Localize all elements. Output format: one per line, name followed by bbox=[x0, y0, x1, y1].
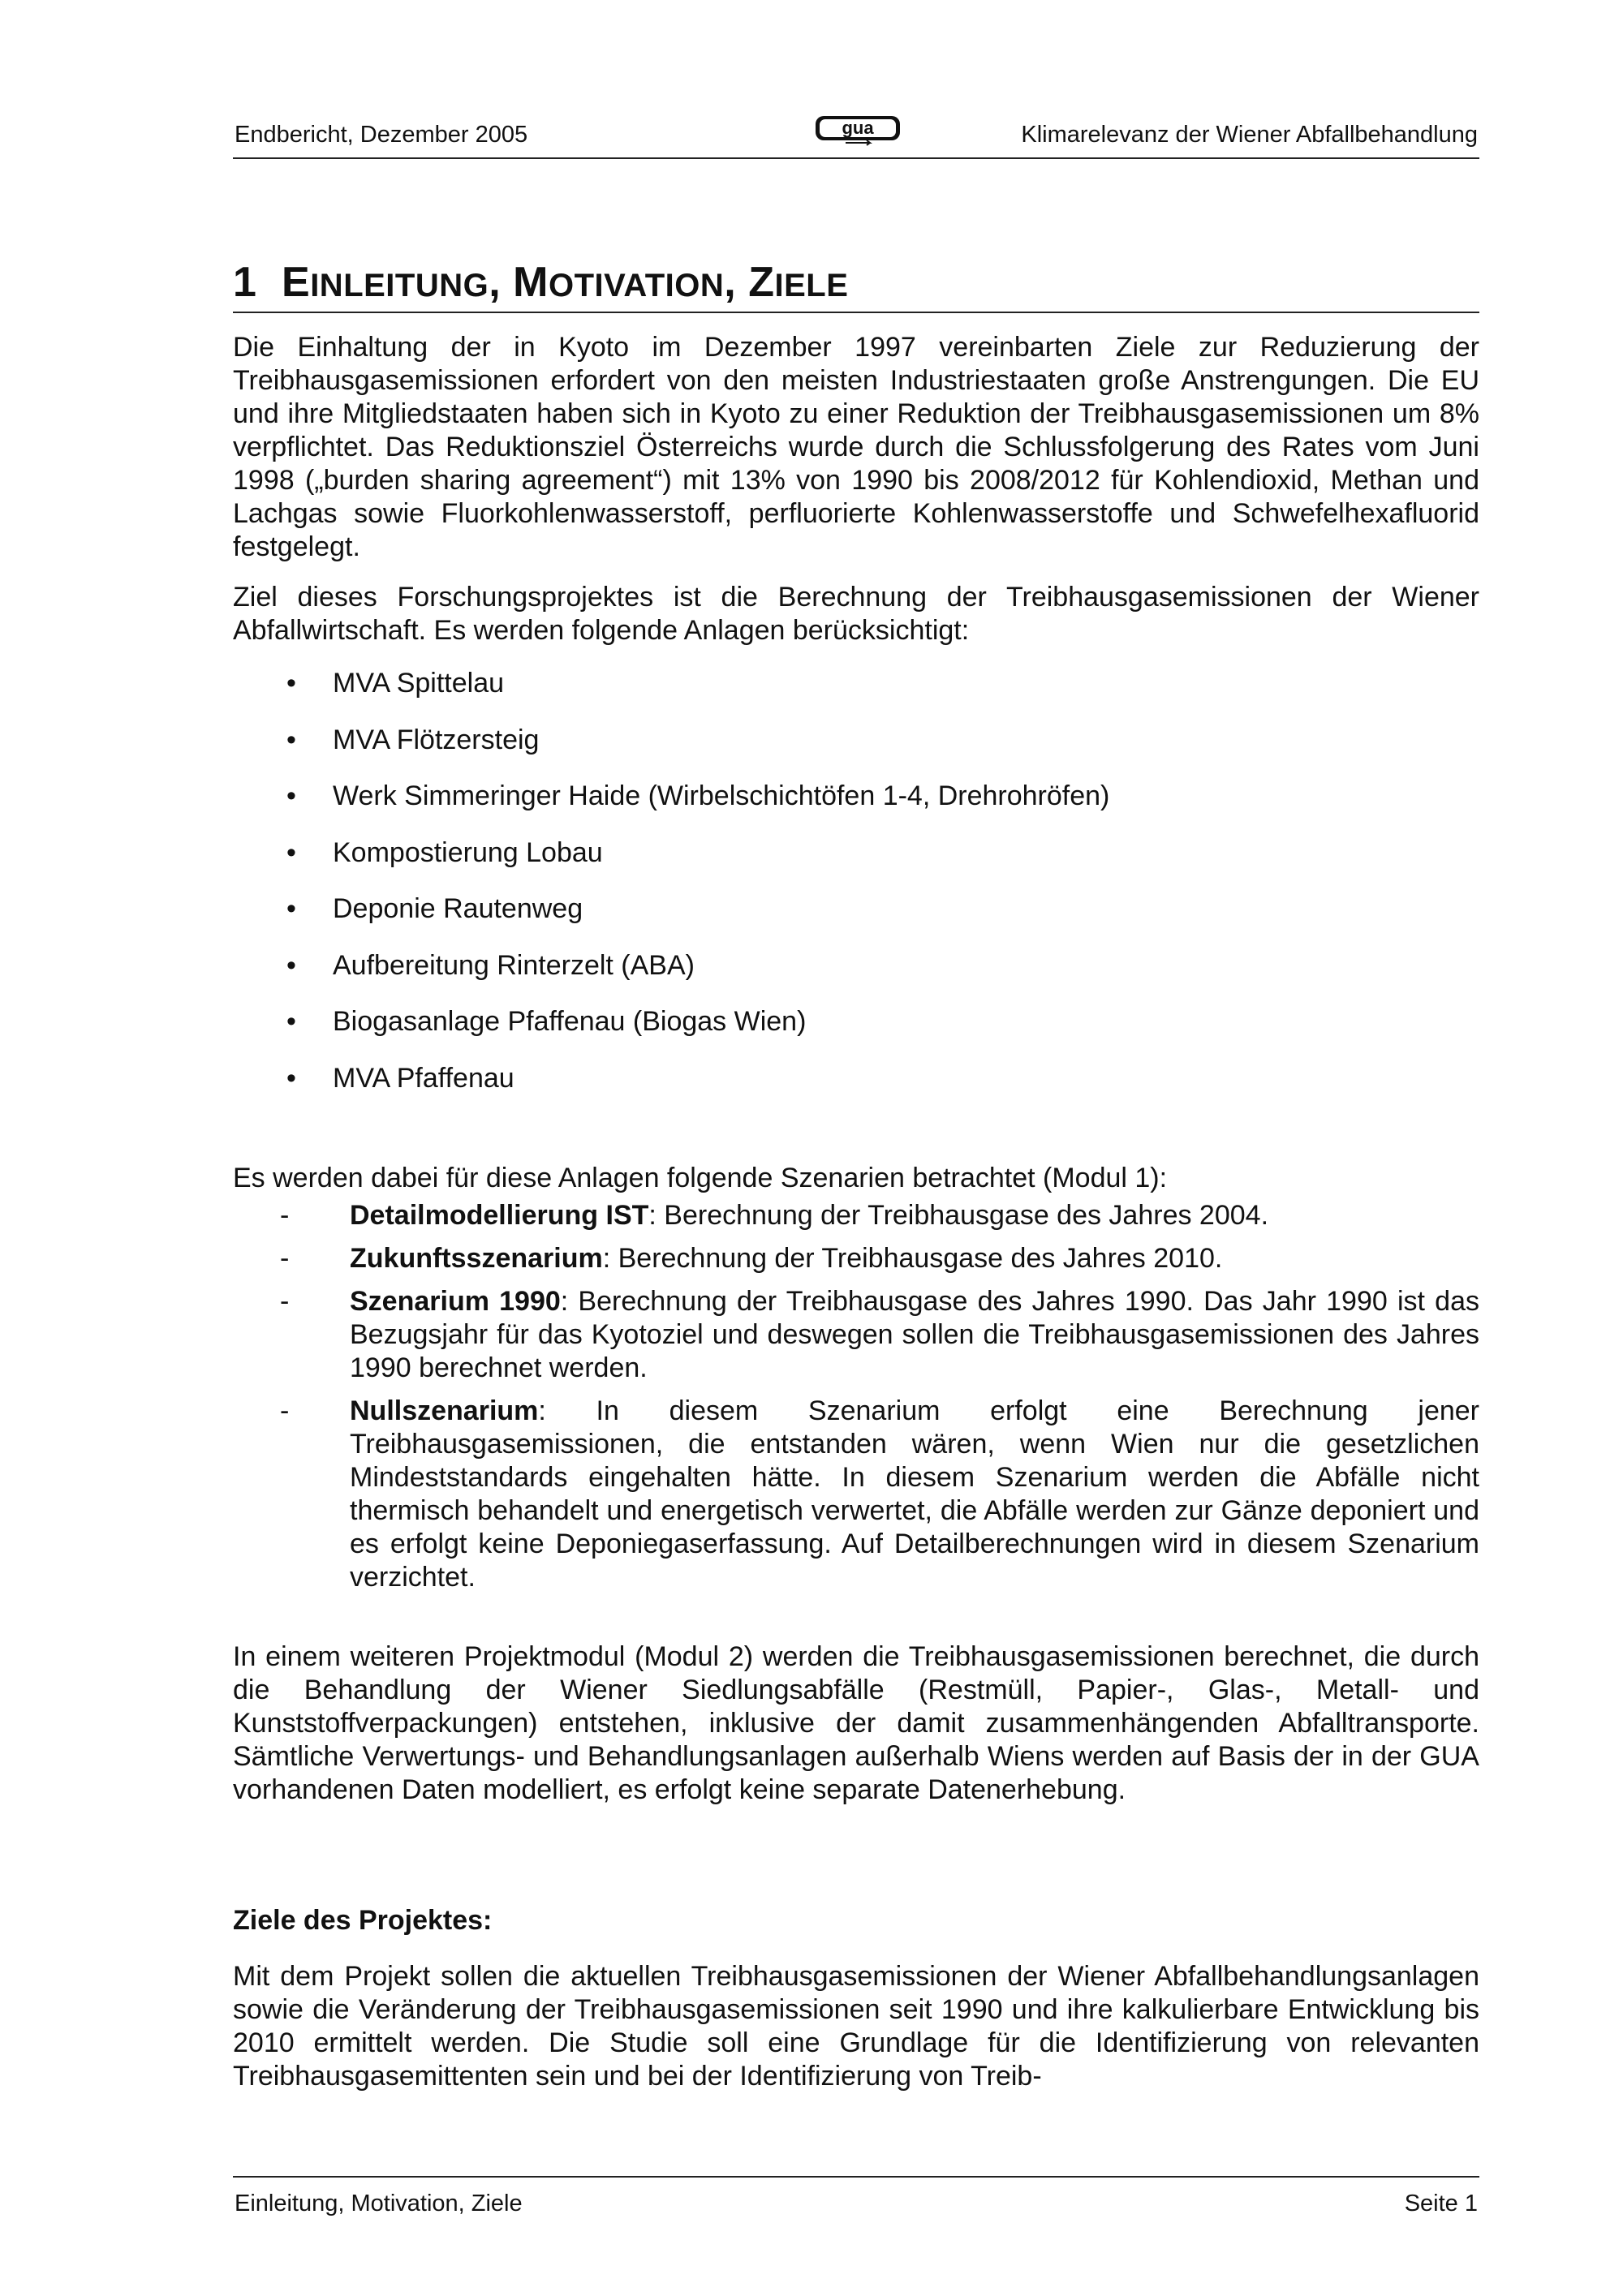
list-item bbox=[233, 1395, 1479, 1594]
scenario-text: : Berechnung der Treibhausgase des Jahres 2010. bbox=[602, 1243, 1223, 1274]
list-item bbox=[233, 1062, 1479, 1119]
facility-name: Aufbereitung Rinterzelt (ABA) bbox=[333, 949, 695, 981]
bullet-icon: • bbox=[286, 836, 296, 868]
dash-icon: - bbox=[280, 1395, 290, 1426]
facility-name: Deponie Rautenweg bbox=[333, 893, 583, 924]
dash-icon: - bbox=[280, 1286, 290, 1317]
header-left-text: Endbericht, Dezember 2005 bbox=[235, 122, 528, 148]
list-item bbox=[233, 949, 1479, 1006]
scenario-text: : In diesem Szenarium erfolgt eine Berechnung jener Treibhausgasemissionen, die entstanden wären, wenn Wien nur die gesetzlichen Mindeststandards eingehalten hätte. In diesem Szenarium werden die Abfälle nicht thermisch behandelt und energetisch verwertet, die Abfälle werden zur Gänze deponiert und es erfolgt keine Deponiegaserfassung. Auf Detailberechnungen wird in diesem Szenarium verzichtet. bbox=[350, 1395, 1479, 1593]
heading-cap-e: E bbox=[282, 259, 311, 306]
facility-list bbox=[233, 667, 1479, 1118]
bullet-icon: • bbox=[286, 949, 296, 981]
list-item bbox=[233, 1005, 1479, 1062]
list-item bbox=[233, 1285, 1479, 1385]
scenario-list bbox=[233, 1199, 1479, 1604]
heading-cap-z: , Z bbox=[724, 259, 775, 306]
scenario-term: Nullszenarium bbox=[350, 1395, 539, 1426]
heading-small-caps-2: OTIVATION bbox=[548, 268, 725, 303]
footer-left-text: Einleitung, Motivation, Ziele bbox=[235, 2191, 523, 2216]
list-item bbox=[233, 1242, 1479, 1275]
heading-cap-m: , M bbox=[489, 259, 549, 306]
list-item bbox=[233, 836, 1479, 893]
bullet-icon: • bbox=[286, 780, 296, 811]
facility-name: MVA Flötzersteig bbox=[333, 724, 540, 755]
bullet-icon: • bbox=[286, 724, 296, 755]
scenario-term: Detailmodellierung IST bbox=[350, 1200, 649, 1231]
aim-paragraph: Ziel dieses Forschungsprojektes ist die Berechnung der Treibhausgasemissionen der Wiener Abfallwirtschaft. Es werden folgende Anlagen berücksichtigt: bbox=[233, 582, 1479, 646]
page-number: Seite 1 bbox=[1404, 2191, 1478, 2216]
scenario-term: Zukunftsszenarium bbox=[350, 1243, 603, 1274]
facility-name: Biogasanlage Pfaffenau (Biogas Wien) bbox=[333, 1006, 807, 1037]
list-item bbox=[233, 780, 1479, 836]
scenario-term: Szenarium 1990 bbox=[350, 1286, 561, 1317]
facility-name: MVA Pfaffenau bbox=[333, 1062, 514, 1094]
section-subheading: Ziele des Projektes: bbox=[233, 1905, 493, 1936]
chapter-number: 1 bbox=[233, 259, 257, 306]
goals-paragraph: Mit dem Projekt sollen die aktuellen Treibhausgasemissionen der Wiener Abfallbehandlungsanlagen sowie die Veränderung der Treibhausgasemissionen seit 1990 und ihre kalkulierbare Entwicklung bis 2010 ermittelt werden. Die Studie soll eine Grundlage für die Identifizierung von relevanten Treibhausgasemittenten sein und bei der Identifizierung von Treib- bbox=[233, 1961, 1479, 2092]
intro-paragraph: Die Einhaltung der in Kyoto im Dezember 1997 vereinbarten Ziele zur Reduzierung der Treibhausgasemissionen erfordert von den meisten Industriestaaten große Anstrengungen. Die EU und ihre Mitgliedstaaten haben sich in Kyoto zu einer Reduktion der Treibhausgasemissionen um 8% verpflichtet. Das Reduktionsziel Österreichs wurde durch die Schlussfolgerung des Rates vom Juni 1998 („burden sharing agreement“) mit 13% von 1990 bis 2008/2012 für Kohlendioxid, Methan und Lachgas sowie Fluorkohlenwasserstoff, perfluorierte Kohlenwasserstoffe und Schwefelhexafluorid festgelegt. bbox=[233, 332, 1479, 562]
module2-paragraph: In einem weiteren Projektmodul (Modul 2) werden die Treibhausgasemissionen berechnet, die durch die Behandlung der Wiener Siedlungsabfälle (Restmüll, Papier-, Glas-, Metall- und Kunststoffverpackungen) entstehen, inklusive der damit zusammenhängenden Abfalltransporte. Sämtliche Verwertungs- und Behandlungsanlagen außerhalb Wiens werden auf Basis der in der GUA vorhandenen Daten modelliert, es erfolgt keine separate Datenerhebung. bbox=[233, 1641, 1479, 1805]
dash-icon: - bbox=[280, 1200, 290, 1231]
page-footer bbox=[233, 2176, 1479, 2226]
gua-logo bbox=[813, 114, 902, 146]
list-item bbox=[233, 892, 1479, 949]
facility-name: Kompostierung Lobau bbox=[333, 836, 603, 868]
dash-icon: - bbox=[280, 1243, 290, 1274]
heading-small-caps-3: IELE bbox=[774, 268, 849, 303]
scenario-intro: Es werden dabei für diese Anlagen folgende Szenarien betrachtet (Modul 1): bbox=[233, 1163, 1168, 1193]
list-item bbox=[233, 724, 1479, 780]
header-right-text: Klimarelevanz der Wiener Abfallbehandlung bbox=[1021, 122, 1478, 148]
list-item bbox=[233, 1199, 1479, 1232]
scenario-text: : Berechnung der Treibhausgase des Jahres 1990. Das Jahr 1990 ist das Bezugsjahr für das Kyotoziel und deswegen sollen die Treibhausgasemissionen des Jahres 1990 berechnet werden. bbox=[350, 1286, 1479, 1383]
bullet-icon: • bbox=[286, 1062, 296, 1094]
chapter-heading bbox=[233, 258, 1479, 313]
bullet-icon: • bbox=[286, 668, 296, 699]
heading-small-caps-1: INLEITUNG bbox=[310, 268, 489, 303]
facility-name: Werk Simmeringer Haide (Wirbelschichtöfen 1-4, Drehrohröfen) bbox=[333, 780, 1110, 811]
facility-name: MVA Spittelau bbox=[333, 668, 505, 699]
bullet-icon: • bbox=[286, 893, 296, 924]
logo-text: gua bbox=[842, 118, 874, 138]
bullet-icon: • bbox=[286, 1006, 296, 1037]
page-header bbox=[233, 118, 1479, 159]
scenario-text: : Berechnung der Treibhausgase des Jahres 2004. bbox=[648, 1200, 1269, 1231]
list-item bbox=[233, 667, 1479, 724]
